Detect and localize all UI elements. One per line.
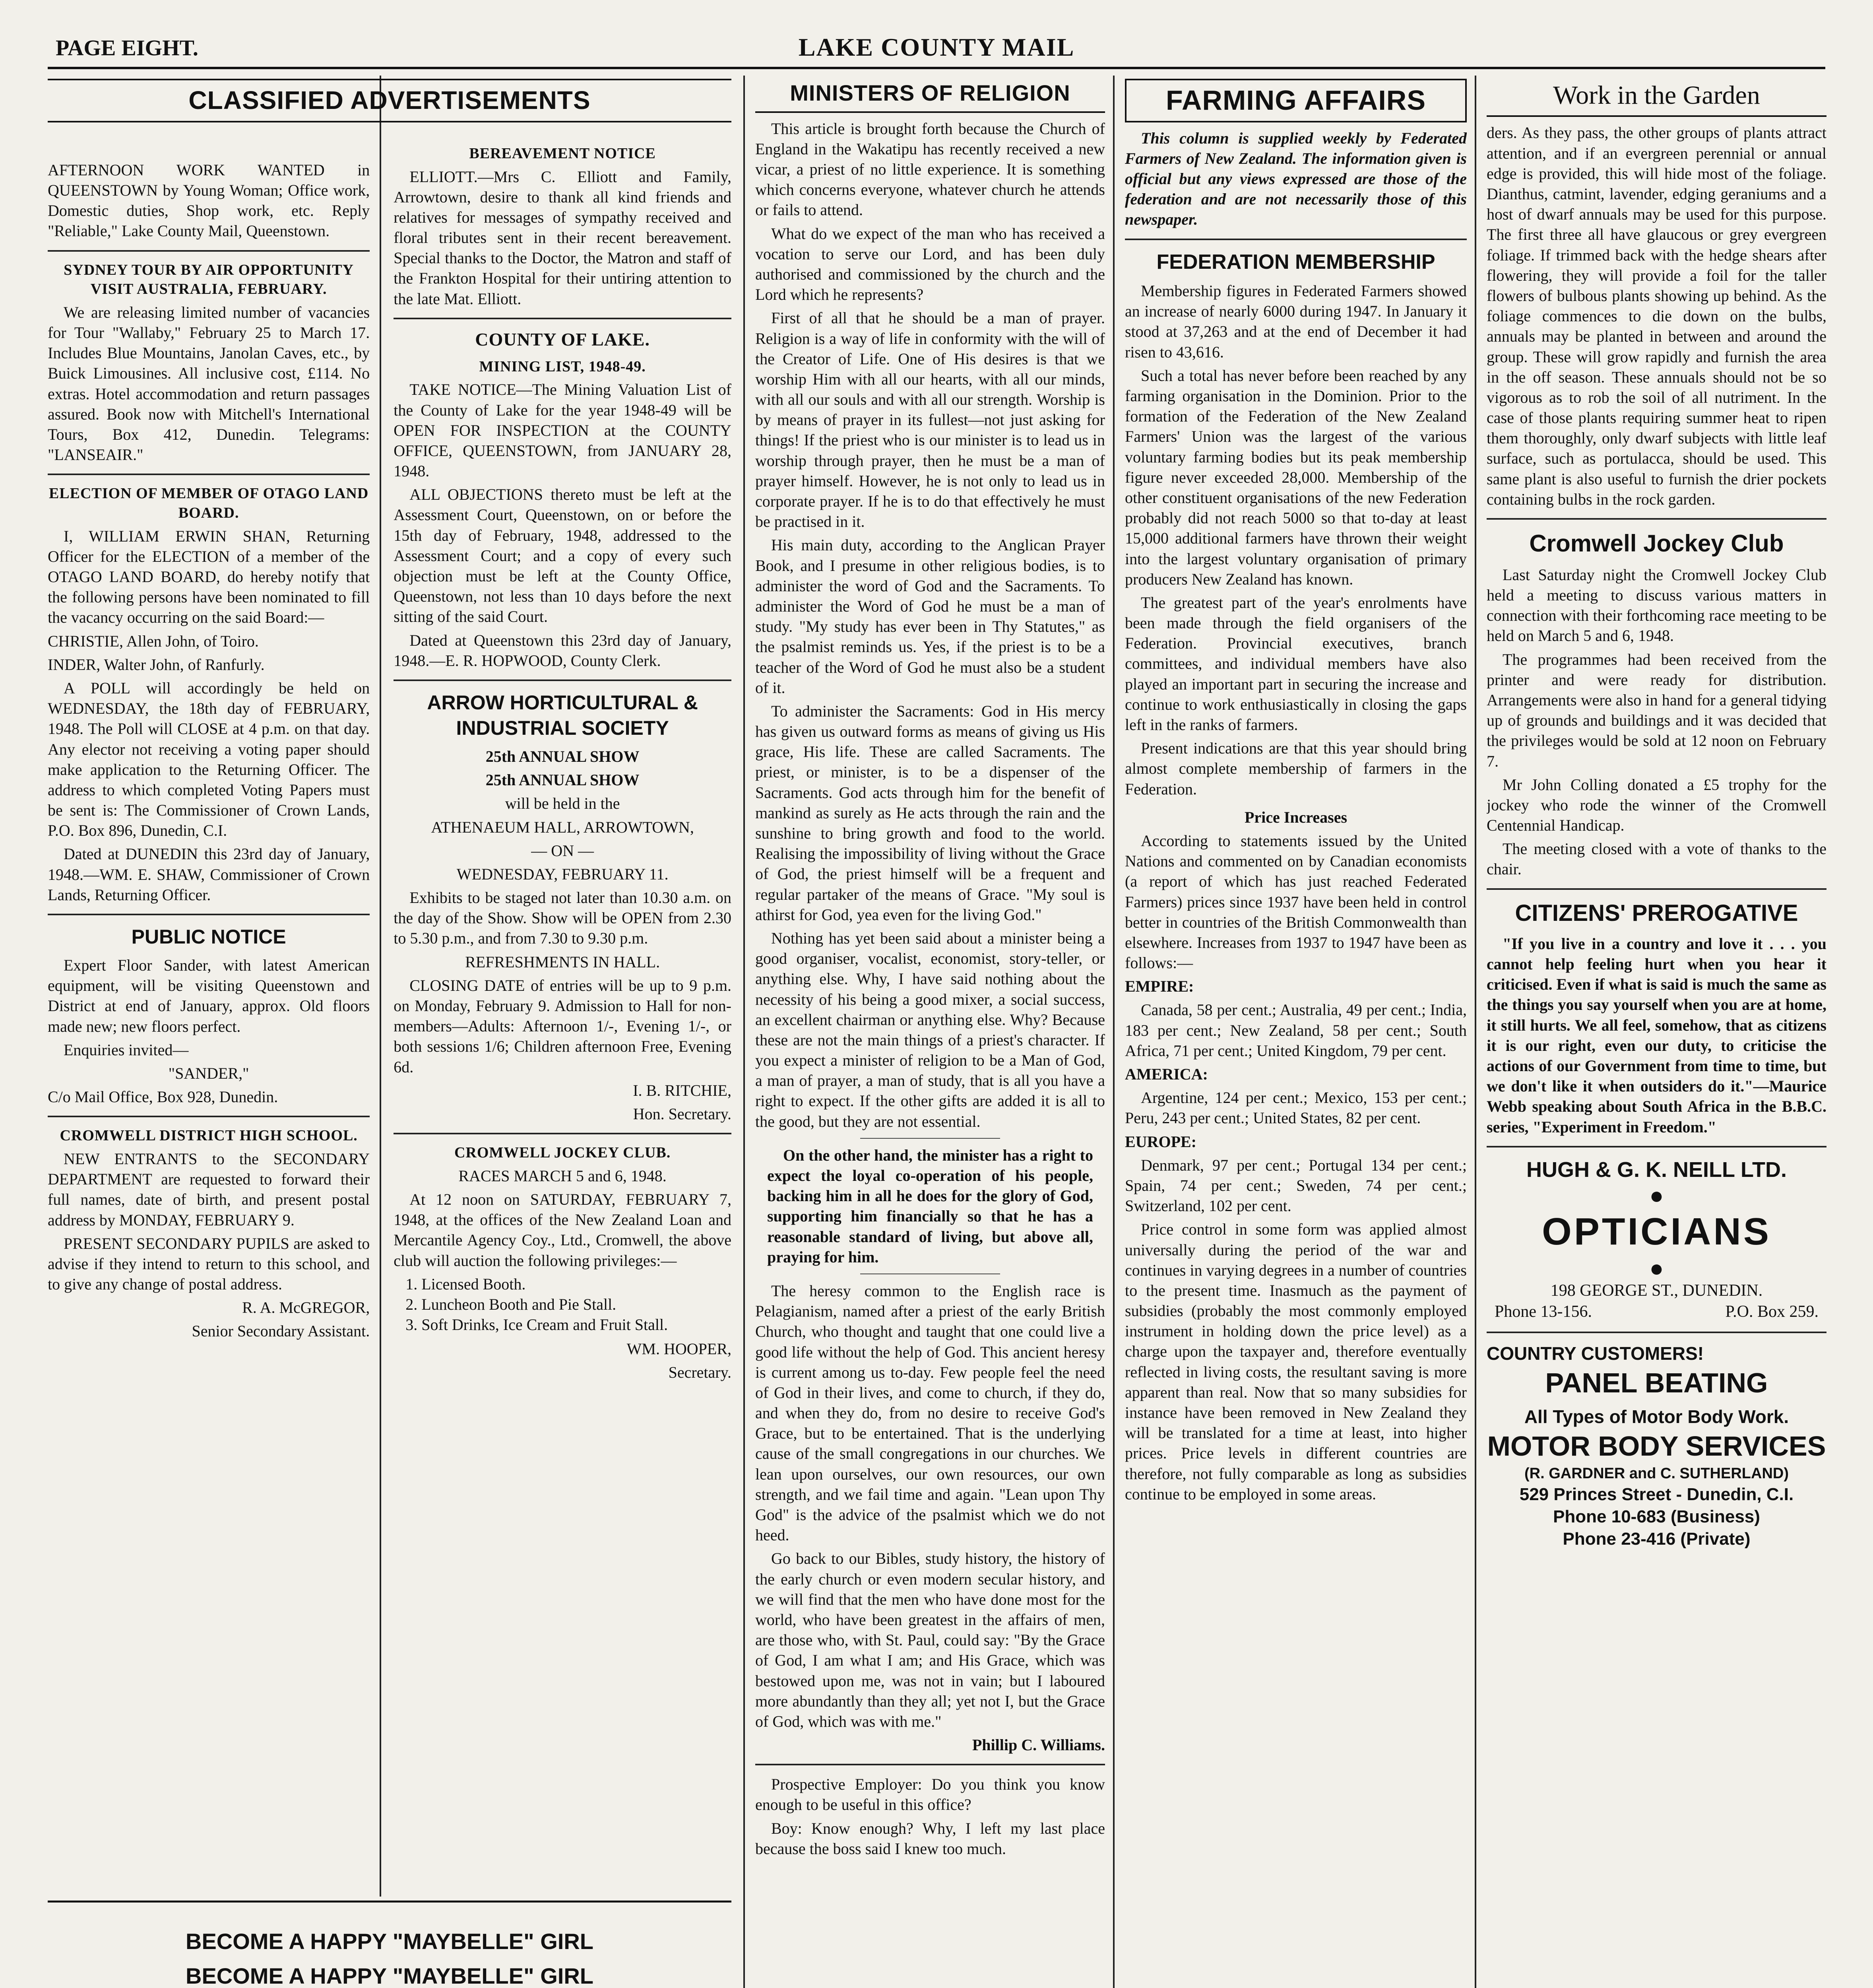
- ministers-column: [755, 76, 1105, 1988]
- county-objections: ALL OBJECTIONS thereto must be left at the Assessment Court, Queenstown, on or before the 15th day of February, 1948, addressed to the Assessment Court; and a copy of every such objection must be left at the County Office, Queenstown, not less than 10 days before the next sitting of the said Court.: [394, 485, 731, 626]
- joke-employer: Prospective Employer: Do you think you know enough to be useful in this office?: [755, 1775, 1105, 1814]
- divider: [48, 914, 370, 915]
- citizens-body: "If you live in a country and love it . . . you cannot help feeling hurt when you hear it criticised. Even if what is said is much the same as the things you say yourself when you are at home, it still hurts. We all feel, somehow, that as citizens it is our right, even our duty, to criticise the actions of our Government from time to time, but we don't like it when outsiders do it."—Maurice Webb speaking about South Africa in the B.B.C. series, "Experiment in Freedom.": [1487, 934, 1826, 1136]
- garden-title: Work in the Garden: [1487, 79, 1826, 117]
- joke-boy: Boy: Know enough? Why, I left my last place because the boss said I knew too much.: [755, 1819, 1105, 1858]
- divider: [1487, 1146, 1826, 1147]
- farming-column: [1125, 76, 1467, 1988]
- price-increases-title: Price Increases: [1244, 808, 1348, 826]
- list-item: 2. Luncheon Booth and Pie Stall.: [405, 1295, 617, 1313]
- maybelle-headline: BECOME A HAPPY "MAYBELLE" GIRL: [186, 1963, 593, 1988]
- arrow-show-line: 25th ANNUAL SHOW: [485, 771, 640, 789]
- jockey-report-paragraph: Last Saturday night the Cromwell Jockey Club held a meeting to discuss various matters in connection with their forthcoming race meeting to be held on March 5 and 6, 1948.: [1487, 565, 1826, 645]
- bereavement-body: ELLIOTT.—Mrs C. Elliott and Family, Arrowtown, desire to thank all kind friends and relatives for messages of sympathy received and floral tributes sent in their recent bereavement. Special thanks to the Doctor, the Matron and staff of the Frankton Hospital for their untiring attention to the late Mat. Elliott.: [394, 167, 731, 308]
- federation-paragraph: The greatest part of the year's enrolments have been made through the field organisers of the Federation. Provincial executives, branch committees, and individual members have also played an important part in securing the increase and continue to work enthusiastically in closing the gaps left in the ranks of farmers.: [1125, 593, 1467, 734]
- sydney-tour-body: We are releasing limited number of vacancies for Tour "Wallaby," February 25 to March 17. Includes Blue Mountains, Janolan Caves, etc., by Buick Limousines. All inclusive cost, £114. No extras. Hotel accommodation and return passages assured. Book now with Mitchell's International Tours, Box 412, Dunedin. Telegrams: "LANSEAIR.": [48, 303, 370, 464]
- federation-paragraph: Such a total has never before been reached by any farming organisation in the Dominion. Prior to the formation of the Federation of the New Zealand Farmers' Union was the largest of the various voluntary farming bodies but its peak membership figure never exceeded 28,000. Membership of the other constituent organisations of the new Federation probably did not reach 5000 so that to-day at least 15,000 additional farmers have thrown their weight into the largest voluntary organisation of primary producers New Zealand has known.: [1125, 366, 1467, 588]
- sydney-tour-title: SYDNEY TOUR BY AIR OPPORTUNITY VISIT AUSTRALIA, FEBRUARY.: [64, 261, 354, 298]
- divider: [755, 1764, 1105, 1765]
- election-notice: I, WILLIAM ERWIN SHAN, Returning Officer for the ELECTION of a member of the OTAGO LAND BOARD, do hereby notify that the following persons have been nominated to fill the vacancy occurring on the said Board:—: [48, 527, 370, 627]
- election-candidate: CHRISTIE, Allen John, of Toiro.: [48, 632, 259, 650]
- county-dated: Dated at Queenstown this 23rd day of January, 1948.—E. R. HOPWOOD, County Clerk.: [394, 631, 731, 670]
- ministers-paragraph: Nothing has yet been said about a minister being a good organiser, vocalist, economist, story-teller, or anything else. Why, I have said nothing about the necessity of his being a good mixer, a social success, an excellent chairman or anything else. Why? Because these are not the main things of a priest's character. If you expect a minister of religion to be a Man of God, a man of prayer, a man of study, that is all you have a right to expect. If the other gifts are added it is all to the good, but they are not essential.: [755, 929, 1105, 1130]
- arrow-sign: I. B. RITCHIE,: [633, 1081, 731, 1099]
- america-heading: AMERICA:: [1125, 1065, 1208, 1083]
- ministers-paragraph: The heresy common to the English race is Pelagianism, named after a priest of the early British Church, who thought and taught that one could live a good life without the help of God. This ancient heresy is current among us to-day. Few people feel the need of God in their lives, and come to church, if they do, and when they do, from no desire to receive God's Grace, but to be entertained. That is the underlying cause of the small congregations in our churches. We lean upon ourselves, our own resources, our own strength, and we fail time and again. "Lean upon Thy God" is the advice of the psalmist which we do not heed.: [755, 1281, 1105, 1544]
- ministers-paragraph: First of all that he should be a man of prayer. Religion is a way of life in conformity with the will of the Creator of Life. One of His desires is that we worship Him with all our hearts, with all our minds, with all our souls and with all our strength. Worship is by means of prayer in its fullest—not just asking for things! If the priest who is our minister is to lead us in worship through prayer, then he must be a man of prayer himself. However, he is not only to lead us in corporate prayer. If he is to do that effectively he must be practised in it.: [755, 309, 1105, 531]
- classified-column: [48, 76, 731, 1901]
- ad-afternoon-work: AFTERNOON WORK WANTED in QUEENSTOWN by Young Woman; Office work, Domestic duties, Shop work, etc. Reply "Reliable," Lake County Mail, Queenstown.: [48, 161, 370, 240]
- panel-firm: MOTOR BODY SERVICES: [1487, 1430, 1826, 1462]
- garden-body: ders. As they pass, the other groups of plants attract attention, and if an evergreen perennial or annual edge is provided, this will hide most of the foliage. Dianthus, catmint, lavender, edging geraniums and a host of dwarf annuals may be used for this purpose. The first three all have glaucous or grey evergreen foliage. If trimmed back with the hedge shears after flowering, they will provide a foil for the taller flowers of bulbous plants showing up behind. As the foliage commences to die down on the bulbs, annuals may be planted in between and around the group. These will grow rapidly and furnish the area in the off season. These annuals should not be so vigorous as to rob the soil of all nutriment. In the case of those plants requiring summer heat to ripen them thoroughly, only dwarf subjects with little leaf surface, such as portulacca, should be used. This same plant is also useful to furnish the drier pockets containing bulbs in the rock garden.: [1487, 124, 1826, 508]
- maybelle-headline: BECOME A HAPPY "MAYBELLE" GIRL: [186, 1929, 593, 1954]
- public-notice-title: PUBLIC NOTICE: [131, 926, 286, 948]
- arrow-refreshments: REFRESHMENTS IN HALL.: [465, 953, 660, 971]
- ministers-paragraph: What do we expect of the man who has received a vocation to serve our Lord, and has been duly authorised and commissioned by the church and the Lord which he represents?: [755, 224, 1105, 304]
- divider: [394, 1133, 731, 1134]
- bereavement-title: BEREAVEMENT NOTICE: [469, 145, 656, 162]
- panel-phone: Phone 23-416 (Private): [1563, 1529, 1751, 1549]
- divider: [48, 474, 370, 475]
- bullet-icon: ●: [1649, 1182, 1664, 1209]
- column-rule: [1475, 76, 1476, 1988]
- county-subtitle: MINING LIST, 1948-49.: [479, 358, 646, 375]
- election-title: ELECTION OF MEMBER OF OTAGO LAND BOARD.: [48, 485, 369, 522]
- jockey-races: RACES MARCH 5 and 6, 1948.: [458, 1167, 667, 1185]
- panel-country: COUNTRY CUSTOMERS!: [1487, 1343, 1704, 1364]
- ministers-bold-paragraph: On the other hand, the minister has a right to expect the loyal co-operation of his people, backing him in all he does for the glory of God, supporting him financially so that he has a reasonable standard of living, but above all, praying for him.: [767, 1146, 1093, 1266]
- panel-beating-ad: [1487, 1342, 1826, 1551]
- jockey-notice-title: CROMWELL JOCKEY CLUB.: [454, 1144, 671, 1161]
- election-candidate: INDER, Walter John, of Ranfurly.: [48, 655, 265, 674]
- divider: [1487, 888, 1826, 890]
- opticians-phone: Phone 13-156.: [1495, 1303, 1592, 1321]
- jockey-notice-sign: WM. HOOPER,: [626, 1340, 731, 1358]
- opticians-address: 198 GEORGE ST., DUNEDIN.: [1550, 1281, 1763, 1300]
- opticians-firm: HUGH & G. K. NEILL LTD.: [1526, 1157, 1787, 1182]
- farming-title: FARMING AFFAIRS: [1125, 79, 1467, 122]
- panel-phone: Phone 10-683 (Business): [1553, 1507, 1760, 1527]
- divider: [1487, 1332, 1826, 1333]
- arrow-hall: ATHENAEUM HALL, ARROWTOWN,: [431, 818, 694, 836]
- opticians-title: OPTICIANS: [1542, 1210, 1771, 1253]
- election-poll: A POLL will accordingly be held on WEDNESDAY, the 18th day of FEBRUARY, 1948. The Poll will CLOSE at 4 p.m. on that day. Any elector not receiving a voting paper should make application to the Returning Officer. The address to which completed Voting Papers must be sent is: The Commissioner of Crown Lands, P.O. Box 896, Dunedin, C.I.: [48, 679, 370, 840]
- arrow-show-title: ARROW HORTICULTURAL & INDUSTRIAL SOCIETY: [427, 691, 698, 739]
- opticians-ad: [1487, 1156, 1826, 1323]
- ministers-title: MINISTERS OF RELIGION: [755, 79, 1105, 113]
- county-notice: TAKE NOTICE—The Mining Valuation List of the County of Lake for the year 1948-49 will be OPEN FOR INSPECTION at the COUNTY OFFICE, QUEENSTOWN, from JANUARY 28, 1948.: [394, 381, 731, 480]
- jockey-report-paragraph: The programmes had been received from the printer and were ready for distribution. Arrangements were also in hand for a general tidying up of grounds and buildings and it was decided that the privileges would be sold at 12 noon on February 7.: [1487, 650, 1826, 770]
- divider: [394, 318, 731, 319]
- public-notice-sign: "SANDER,": [168, 1064, 249, 1082]
- public-notice-address: C/o Mail Office, Box 928, Dunedin.: [48, 1088, 278, 1106]
- arrow-exhibits: Exhibits to be staged not later than 10.30 a.m. on the day of the Show. Show will be OPEN from 2.30 to 5.30 p.m., and from 7.30 to 9.30 p.m.: [394, 889, 731, 947]
- empire-figures: Canada, 58 per cent.; Australia, 49 per cent.; India, 183 per cent.; New Zealand, 58 per cent.; South Africa, 71 per cent.; United Kingdom, 79 per cent.: [1125, 1001, 1467, 1060]
- panel-owners: (R. GARDNER and C. SUTHERLAND): [1524, 1465, 1789, 1482]
- county-title: COUNTY OF LAKE.: [475, 329, 650, 349]
- divider: [1487, 518, 1826, 520]
- panel-title: PANEL BEATING: [1545, 1367, 1768, 1399]
- column-rule: [1113, 76, 1115, 1988]
- citizens-title: CITIZENS' PREROGATIVE: [1515, 900, 1798, 926]
- divider: [48, 1116, 370, 1117]
- cromwell-school-pupils: PRESENT SECONDARY PUPILS are asked to advise if they intend to return to this school, and to give any change of postal address.: [48, 1234, 370, 1293]
- garden-column: [1487, 76, 1826, 1988]
- europe-heading: EUROPE:: [1125, 1132, 1196, 1151]
- ministers-paragraph: His main duty, according to the Anglican Prayer Book, and I presume in other religious bodies, is to administer the word of God and the Sacraments. To administer the Word of God he must be a man of study. "My study has ever been in Thy Statutes," as the psalmist reminds us. Yes, if the priest is to be a teacher of the Word of God he must also be a student of it.: [755, 536, 1105, 697]
- maybelle-printing-ads: [48, 1908, 731, 1988]
- election-dated: Dated at DUNEDIN this 23rd day of January, 1948.—WM. E. SHAW, Commissioner of Crown Lands, Returning Officer.: [48, 845, 370, 904]
- price-paragraph: Price control in some form was applied almost universally during the period of the war and continues in varying degrees in a number of countries to the present time. Inasmuch as the payment of subsidies (probably the most commonly employed instrument in holding down the price level) as a charge upon the taxpayer and, therefore eventually reflected in living costs, the resultant saving is more apparent than real. Now that so many subsidies for instance have been removed in New Zealand they will be translated for a time at least, into higher prices. Price levels in different countries are therefore, not fully comparable as long as subsidies continue to be employed in some areas.: [1125, 1220, 1467, 1503]
- jockey-report-paragraph: Mr John Colling donated a £5 trophy for the jockey who rode the winner of the Cromwell Centennial Handicap.: [1487, 775, 1826, 835]
- panel-address: 529 Princes Street - Dunedin, C.I.: [1519, 1484, 1794, 1504]
- ministers-author: Phillip C. Williams.: [972, 1736, 1105, 1754]
- arrow-closing: CLOSING DATE of entries will be up to 9 p.m. on Monday, February 9. Admission to Hall for non-members—Adults: Afternoon 1/-, Evening 1/-, or both sessions 1/6; Children afternoon Free, Evening 6d.: [394, 976, 731, 1076]
- divider: [1125, 239, 1467, 240]
- ministers-paragraph: This article is brought forth because the Church of England in the Wakatipu has recently received a new vicar, a priest of no little experience. It is something which concerns everyone, whatever church he attends or fails to attend.: [755, 119, 1105, 219]
- america-figures: Argentine, 124 per cent.; Mexico, 153 per cent.; Peru, 243 per cent.; United States, 82 per cent.: [1125, 1089, 1467, 1127]
- federation-title: FEDERATION MEMBERSHIP: [1156, 250, 1435, 274]
- classified-title: CLASSIFIED ADVERTISEMENTS: [48, 79, 731, 122]
- federation-paragraph: Membership figures in Federated Farmers showed an increase of nearly 6000 during 1947. In January it stood at 37,263 and at the end of December it had risen to 43,616.: [1125, 282, 1467, 361]
- list-item: 3. Soft Drinks, Ice Cream and Fruit Stall.: [405, 1316, 668, 1334]
- arrow-on: — ON —: [531, 841, 594, 860]
- divider: [860, 1138, 1000, 1139]
- cromwell-school-sign: R. A. McGREGOR,: [242, 1299, 370, 1317]
- empire-heading: EMPIRE:: [1125, 977, 1194, 996]
- price-paragraph: According to statements issued by the United Nations and commented on by Canadian economists (a report of which has just reached Federated Farmers) prices since 1937 have been held in control better in countries of the British Commonwealth than elsewhere. Increases from 1937 to 1947 have been as follows:—: [1125, 831, 1467, 972]
- public-notice-body: Expert Floor Sander, with latest American equipment, will be visiting Queenstown and District at end of January, approx. Old floors made new; new floors perfect.: [48, 956, 370, 1035]
- ministers-paragraph: Go back to our Bibles, study history, the history of the early church or even modern secular history, and we will find that the men who have done most for the world, who have been greatest in the affairs of men, are those who, with St. Paul, could say: "By the Grace of God, I am what I am; and His Grace, which was bestowed upon me, was not in vain; but I laboured more abundantly than they all; yet not I, but the Grace of God, which was with me.": [755, 1549, 1105, 1730]
- europe-figures: Denmark, 97 per cent.; Portugal 134 per cent.; Spain, 74 per cent.; Sweden, 74 per cent.; Switzerland, 102 per cent.: [1125, 1156, 1467, 1215]
- list-item: 1. Licensed Booth.: [405, 1275, 526, 1293]
- farming-intro: This column is supplied weekly by Federated Farmers of New Zealand. The information given is official but any views expressed are those of the federation and are not necessarily those of this newspaper.: [1125, 129, 1467, 229]
- cromwell-school-entrants: NEW ENTRANTS to the SECONDARY DEPARTMENT are requested to forward their full names, date of birth, and present postal address by MONDAY, FEBRUARY 9.: [48, 1149, 370, 1229]
- cromwell-school-title: CROMWELL DISTRICT HIGH SCHOOL.: [60, 1127, 358, 1144]
- jockey-report-title: Cromwell Jockey Club: [1529, 530, 1784, 557]
- arrow-role: Hon. Secretary.: [633, 1105, 731, 1123]
- divider: [394, 679, 731, 681]
- page-number: PAGE EIGHT.: [56, 36, 198, 60]
- federation-paragraph: Present indications are that this year should bring almost complete membership of farmers in the Federation.: [1125, 739, 1467, 798]
- opticians-box: P.O. Box 259.: [1725, 1303, 1819, 1321]
- privileges-list: [405, 1274, 731, 1335]
- arrow-date: WEDNESDAY, FEBRUARY 11.: [456, 865, 669, 883]
- column-rule: [743, 76, 745, 1988]
- public-notice-enquiries: Enquiries invited—: [64, 1041, 189, 1059]
- bullet-icon: ●: [1649, 1255, 1664, 1281]
- jockey-notice-body: At 12 noon on SATURDAY, FEBRUARY 7, 1948, at the offices of the New Zealand Loan and Mercantile Agency Coy., Ltd., Cromwell, the above club will auction the following privileges:—: [394, 1190, 731, 1270]
- cromwell-school-role: Senior Secondary Assistant.: [192, 1322, 370, 1340]
- arrow-held: will be held in the: [505, 794, 620, 813]
- paper-name: LAKE COUNTY MAIL: [798, 33, 1075, 61]
- divider: [48, 250, 370, 252]
- arrow-show-line: 25th ANNUAL SHOW: [485, 747, 640, 765]
- jockey-notice-role: Secretary.: [668, 1363, 731, 1382]
- ministers-paragraph: To administer the Sacraments: God in His mercy has given us outward forms as means of giving us His grace, His life. These are called Sacraments. The priest, or minister, is to be a dispenser of the Sacraments. God acts through him for the benefit of mankind as surely as He acts through the rain and the sunshine to bring growth and food to the world. Realising the impossibility of living without the Grace of God, the priest himself will be a frequent and regular partaker of the means of Grace. "My soul is athirst for God, yea even for the living God.": [755, 702, 1105, 924]
- masthead: [48, 15, 1825, 69]
- jockey-report-paragraph: The meeting closed with a vote of thanks to the chair.: [1487, 840, 1826, 878]
- divider: [48, 1901, 731, 1903]
- panel-types: All Types of Motor Body Work.: [1524, 1406, 1789, 1427]
